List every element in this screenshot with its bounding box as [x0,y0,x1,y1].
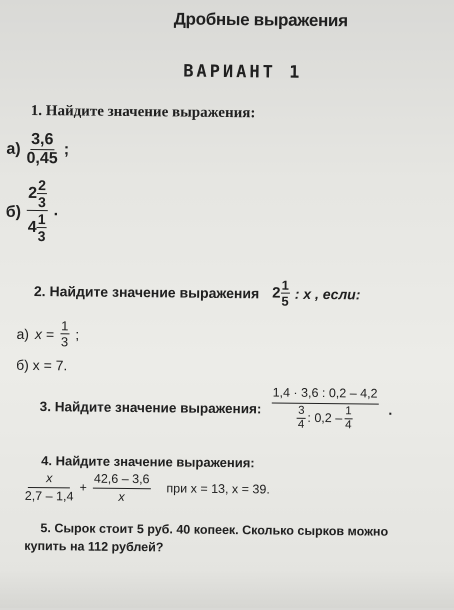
task4-prompt: 4. Найдите значение выражения: [41,453,255,471]
task2-prompt-line [34,276,361,308]
task3-den-frac1-bottom: 4 [297,418,305,431]
task2-a-denominator: 3 [60,334,69,350]
task5-line1: 5. Сырок стоит 5 руб. 40 копеек. Сколько сырков можно [40,521,389,539]
task3-fraction [271,386,378,432]
task1-b-den-frac-bottom: 3 [37,228,46,245]
task1-b-denominator [28,211,47,243]
task1-a-denominator: 0,45 [26,149,58,168]
task4-condition: при x = 13, x = 39. [166,481,270,497]
task1-a-fraction [26,132,58,167]
task1-a-numerator: 3,6 [30,132,54,150]
task4-fraction1 [25,472,74,503]
task1-b-fraction [27,178,48,243]
task1-b-numerator [27,178,48,211]
task1-part-a [6,132,69,168]
task1-part-b [5,178,58,244]
task1-b-den-whole: 4 [27,218,37,236]
task3-den-frac1-top: 3 [297,405,306,419]
task1-prompt: 1. Найдите значение выражения: [30,102,256,122]
task2-prompt: 2. Найдите значение выражения [33,282,260,301]
task1-b-num-frac-bottom: 3 [37,194,46,211]
task2-a-var: x = [34,325,55,342]
task2-a-numerator: 1 [61,318,69,334]
task3-end: . [388,401,393,419]
task2-a-fraction [60,319,70,348]
task2-a-label: а) [16,325,30,342]
task1-a-end: ; [63,140,70,158]
task3-den-frac2 [344,406,353,432]
task2-expr-rest: : x , если: [294,285,361,302]
task3-denominator [297,403,353,432]
task3-den-frac2-top: 1 [344,406,353,420]
task2-a-end: ; [75,325,80,342]
task1-b-den-frac [37,212,47,243]
task1-b-num-frac [37,178,47,209]
task4-plus: + [79,480,87,495]
task3-den-frac1 [297,405,306,431]
task4-fraction2 [93,473,151,504]
task4-f1-numerator: x [28,472,70,488]
task4-f2-numerator: 42,6 – 3,6 [93,473,151,489]
task3-prompt: 3. Найдите значение выражения: [39,398,262,417]
task1-b-label: б) [5,203,22,221]
task4-f2-denominator: x [118,489,125,504]
task2-expr-frac-top: 1 [281,277,289,293]
task5-line2: купить на 112 рублей? [24,538,164,555]
task4-expression [25,472,270,505]
task1-b-num-frac-top: 2 [38,177,47,194]
task3-numerator: 1,4 · 3,6 : 0,2 – 4,2 [272,386,379,404]
task2-expr-frac-bottom: 5 [281,293,289,309]
task2-part-a [16,319,79,349]
task3-line [40,384,393,432]
variant-heading: ВАРИАНТ 1 [183,61,303,83]
page-title: Дробные выражения [173,9,348,31]
task3-den-frac2-bottom: 4 [345,419,352,432]
task1-b-den-frac-top: 1 [37,211,46,228]
task4-f1-denominator: 2,7 – 1,4 [24,488,74,503]
task3-den-mid: : 0,2 – [307,411,343,426]
task2-expr-whole: 2 [272,284,281,302]
task2-expression [272,278,290,307]
task1-b-end: . [53,201,59,219]
task2-part-b: б) x = 7. [16,356,68,374]
photo-shadow [0,568,454,608]
task1-a-label: а) [6,140,21,158]
task1-b-num-whole: 2 [28,184,38,202]
task2-expr-frac [280,279,290,308]
